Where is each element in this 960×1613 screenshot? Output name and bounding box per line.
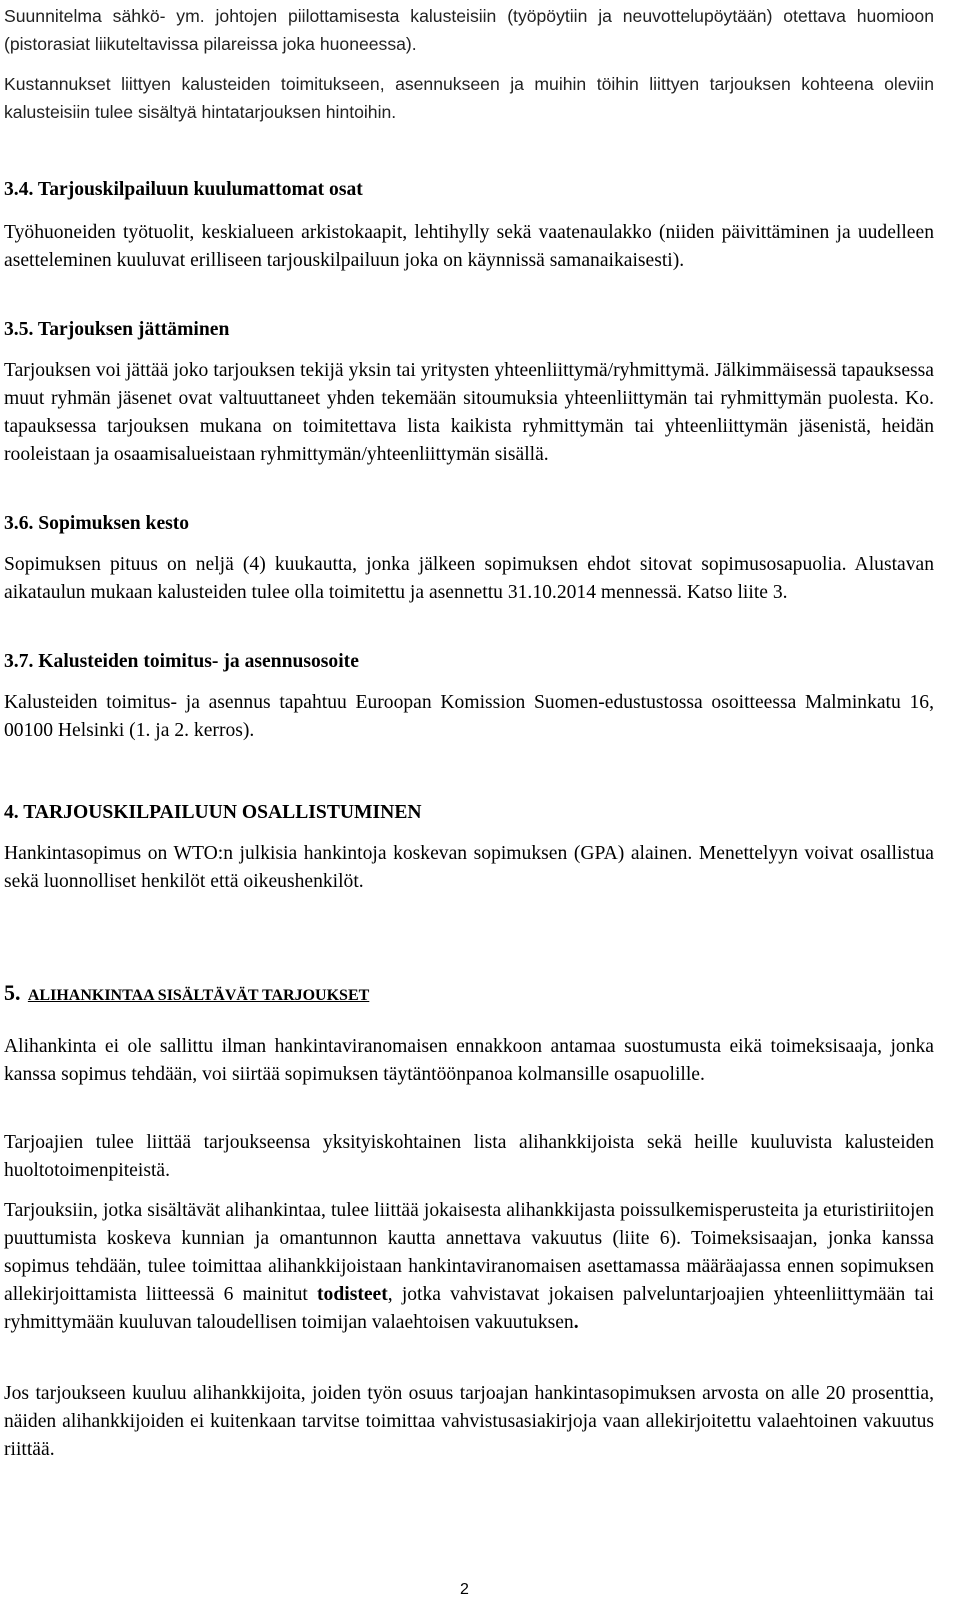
- section-5-paragraph-1: Alihankinta ei ole sallittu ilman hankintaviranomaisen ennakkoon antamaa suostumusta eikä toimeksisaaja, jonka kanssa sopimus tehdään, voi siirtää sopimuksen täytäntöönpanoa kolmansille osapuolille.: [4, 1036, 934, 1085]
- section-5-paragraph-2: Tarjoajien tulee liittää tarjoukseensa yksityiskohtainen lista alihankkijoista sekä heille kuuluvista kalusteiden huoltotoimenpiteistä.: [4, 1132, 934, 1181]
- section-3-6-heading: 3.6. Sopimuksen kesto: [4, 513, 190, 534]
- page-number: 2: [460, 1581, 469, 1598]
- section-3-7-heading: 3.7. Kalusteiden toimitus- ja asennusosoite: [4, 651, 359, 672]
- intro-paragraph-1: Suunnitelma sähkö- ym. johtojen piilottamisesta kalusteisiin (työpöytiin ja neuvottelupöytään) otettava huomioon (pistorasiat liikuteltavissa pilareissa joka huoneessa).: [4, 6, 934, 54]
- section-4-paragraph: Hankintasopimus on WTO:n julkisia hankintoja koskevan sopimuksen (GPA) alainen. Menettelyyn voivat osallistua sekä luonnolliset henkilöt että oikeushenkilöt.: [4, 843, 934, 892]
- section-5-number: 5.: [4, 980, 21, 1005]
- section-5-paragraph-3-text-c: , jotka vahvistavat jokaisen palveluntarjoajien yhteenliittymään tai ryhmittymään kuuluvan taloudellisen toimijan valaehtoisen vakuutuksen: [4, 1284, 934, 1333]
- section-5-title: ALIHANKINTAA SISÄLTÄVÄT TARJOUKSET: [27, 987, 370, 1004]
- section-4-heading: 4. TARJOUSKILPAILUUN OSALLISTUMINEN: [4, 802, 422, 823]
- section-5-paragraph-3-period: .: [573, 1312, 579, 1333]
- section-3-4-paragraph: Työhuoneiden työtuolit, keskialueen arkistokaapit, lehtihylly sekä vaatenaulakko (niiden päivittäminen ja uudelleen asetteleminen kuuluvat erilliseen tarjouskilpailuun joka on käynnissä samanaikaisesti).: [4, 222, 934, 271]
- intro-paragraph-2: Kustannukset liittyen kalusteiden toimitukseen, asennukseen ja muihin töihin liittyen tarjouksen kohteena oleviin kalusteisiin tulee sisältyä hintatarjouksen hintoihin.: [4, 74, 934, 122]
- section-3-4-heading: 3.4. Tarjouskilpailuun kuulumattomat osat: [4, 179, 363, 200]
- evidence-term: todisteet: [317, 1284, 388, 1305]
- section-5-paragraph-4: Jos tarjoukseen kuuluu alihankkijoita, joiden työn osuus tarjoajan hankintasopimuksen arvosta on alle 20 prosenttia, näiden alihankkijoiden ei kuitenkaan tarvitse toimittaa vahvistusasiakirjoja vaan allekirjoitettu valaehtoinen vakuutus riittää.: [4, 1383, 934, 1460]
- section-3-5-paragraph: Tarjouksen voi jättää joko tarjouksen tekijä yksin tai yritysten yhteenliittymä/ryhmittymä. Jälkimmäisessä tapauksessa muut ryhmän jäsenet ovat valtuuttaneet yhden tekemään sitoumuksia yhteenliittymän tai ryhmittymän puolesta. Ko. tapauksessa tarjouksen mukana on toimitettava lista kaikista ryhmittymän tai yhteenliittymän jäsenistä, heidän rooleistaan ja osaamisalueistaan ryhmittymän/yhteenliittymän sisällä.: [4, 360, 934, 465]
- section-3-5-heading: 3.5. Tarjouksen jättäminen: [4, 319, 230, 340]
- section-3-7-paragraph: Kalusteiden toimitus- ja asennus tapahtuu Euroopan Komission Suomen-edustustossa osoitteessa Malminkatu 16, 00100 Helsinki (1. ja 2. kerros).: [4, 692, 934, 741]
- section-5-heading: [4, 977, 369, 1010]
- section-3-6-paragraph: Sopimuksen pituus on neljä (4) kuukautta, jonka jälkeen sopimuksen ehdot sitovat sopimusosapuolia. Alustavan aikataulun mukaan kalusteiden tulee olla toimitettu ja asennettu 31.10.2014 mennessä. Katso liite 3.: [4, 554, 934, 603]
- section-5-paragraph-3-text-a: Tarjouksiin, jotka sisältävät alihankintaa, tulee liittää jokaisesta alihankkijasta poissulkemisperusteita ja eturistiriitojen puuttumista koskeva kunnian ja omantunnon kautta annettava vakuutus (liite 6). Toimeksisaajan, jonka kanssa sopimus tehdään, tulee toimittaa alihankkijoistaan hankintaviranomaisen asettamassa määräajassa ennen sopimuksen allekirjoittamista liitteessä 6 mainitut: [4, 1200, 934, 1305]
- section-5-paragraph-3: [4, 1197, 934, 1337]
